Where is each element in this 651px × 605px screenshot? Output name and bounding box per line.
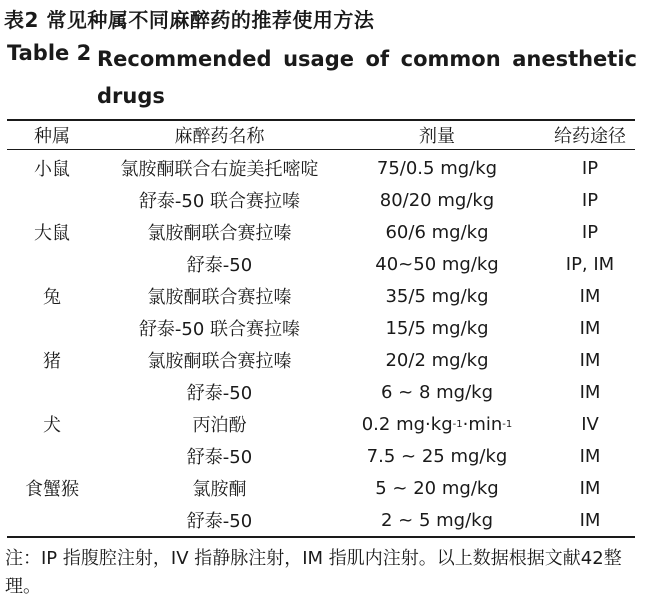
cell-route: IM	[579, 317, 601, 339]
cell-dose: 80/20 mg/kg	[379, 189, 495, 211]
cell-drug: 氯胺酮联合赛拉嗪	[147, 351, 292, 372]
table-row	[7, 344, 635, 376]
title-en-word: usage	[283, 47, 354, 71]
table-row	[7, 440, 635, 472]
cell-route: IP	[581, 157, 599, 179]
cell-species	[7, 504, 97, 536]
cell-drug: 舒泰-50	[186, 447, 253, 468]
cell-dose: 2 ~ 5 mg/kg	[380, 509, 494, 531]
table-row	[7, 472, 635, 504]
cell-drug: 氯胺酮	[192, 479, 247, 500]
table-bottom-rule	[7, 536, 635, 538]
dose-exponent: -1	[502, 418, 513, 430]
table-row	[7, 216, 635, 248]
cell-species	[7, 184, 97, 216]
table-row	[7, 312, 635, 344]
cell-drug: 舒泰-50	[186, 511, 253, 532]
header-species: 种属	[34, 126, 70, 147]
table-row	[7, 248, 635, 280]
cell-dose: 35/5 mg/kg	[385, 285, 489, 307]
dose-exponent: -1	[452, 418, 463, 430]
cell-dose: 60/6 mg/kg	[385, 221, 489, 243]
table-title-en-label: Table 2	[7, 41, 92, 65]
table-title-en	[97, 41, 640, 115]
cell-species: 猪	[43, 351, 61, 372]
cell-drug: 氯胺酮联合右旋美托嘧啶	[120, 159, 319, 180]
table-row	[7, 152, 635, 184]
cell-dose: 40~50 mg/kg	[375, 253, 499, 275]
table-header-row	[7, 120, 635, 150]
cell-route: IP	[581, 221, 599, 243]
title-en-word: anesthetic	[512, 47, 637, 71]
cell-species	[7, 312, 97, 344]
cell-dose: 7.5 ~ 25 mg/kg	[366, 445, 508, 467]
header-route: 给药途径	[554, 126, 626, 147]
cell-drug: 舒泰-50 联合赛拉嗪	[138, 319, 301, 340]
cell-dose: 15/5 mg/kg	[385, 317, 489, 339]
table-header-rule	[7, 149, 635, 150]
cell-route: IM	[579, 349, 601, 371]
cell-drug: 舒泰-50 联合赛拉嗪	[138, 191, 301, 212]
header-dose: 剂量	[419, 126, 455, 147]
cell-route: IM	[579, 381, 601, 403]
table-footnote: 注：IP 指腹腔注射，IV 指静脉注射，IM 指肌内注射。以上数据根据文献42整理。	[5, 548, 622, 597]
cell-dose	[322, 408, 552, 440]
cell-species	[7, 440, 97, 472]
cell-drug: 氯胺酮联合赛拉嗪	[147, 223, 292, 244]
dose-text: 0.2 mg·kg	[361, 413, 453, 435]
cell-drug: 舒泰-50	[186, 255, 253, 276]
cell-dose: 5 ~ 20 mg/kg	[375, 477, 499, 499]
cell-route: IP	[581, 189, 599, 211]
cell-route: IM	[579, 509, 601, 531]
table-row	[7, 504, 635, 536]
title-en-line-1	[97, 41, 637, 78]
cell-route: IM	[579, 445, 601, 467]
table-row	[7, 184, 635, 216]
cell-dose: 6 ~ 8 mg/kg	[380, 381, 494, 403]
cell-species	[7, 248, 97, 280]
cell-drug: 舒泰-50	[186, 383, 253, 404]
cell-dose: 20/2 mg/kg	[385, 349, 489, 371]
cell-dose: 75/0.5 mg/kg	[376, 157, 498, 179]
table-row	[7, 280, 635, 312]
cell-species: 犬	[43, 415, 61, 436]
cell-drug: 氯胺酮联合赛拉嗪	[147, 287, 292, 308]
title-en-word: Recommended	[97, 47, 272, 71]
cell-drug: 丙泊酚	[192, 415, 247, 436]
header-drug: 麻醉药名称	[174, 126, 265, 147]
cell-species	[7, 376, 97, 408]
cell-species: 大鼠	[34, 223, 70, 244]
title-en-line-2: drugs	[97, 84, 165, 108]
table-row	[7, 376, 635, 408]
table-title-cn: 表2 常见种属不同麻醉药的推荐使用方法	[4, 8, 375, 32]
title-en-word: common	[400, 47, 501, 71]
cell-species: 兔	[43, 287, 61, 308]
cell-species: 食蟹猴	[25, 479, 79, 500]
table-row	[7, 408, 635, 440]
cell-route: IM	[579, 477, 601, 499]
cell-route: IV	[581, 413, 599, 435]
title-en-word: of	[365, 47, 390, 71]
cell-route: IM	[579, 285, 601, 307]
cell-species: 小鼠	[34, 159, 70, 180]
cell-route: IP, IM	[565, 253, 615, 275]
dose-text: ·min	[462, 413, 503, 435]
